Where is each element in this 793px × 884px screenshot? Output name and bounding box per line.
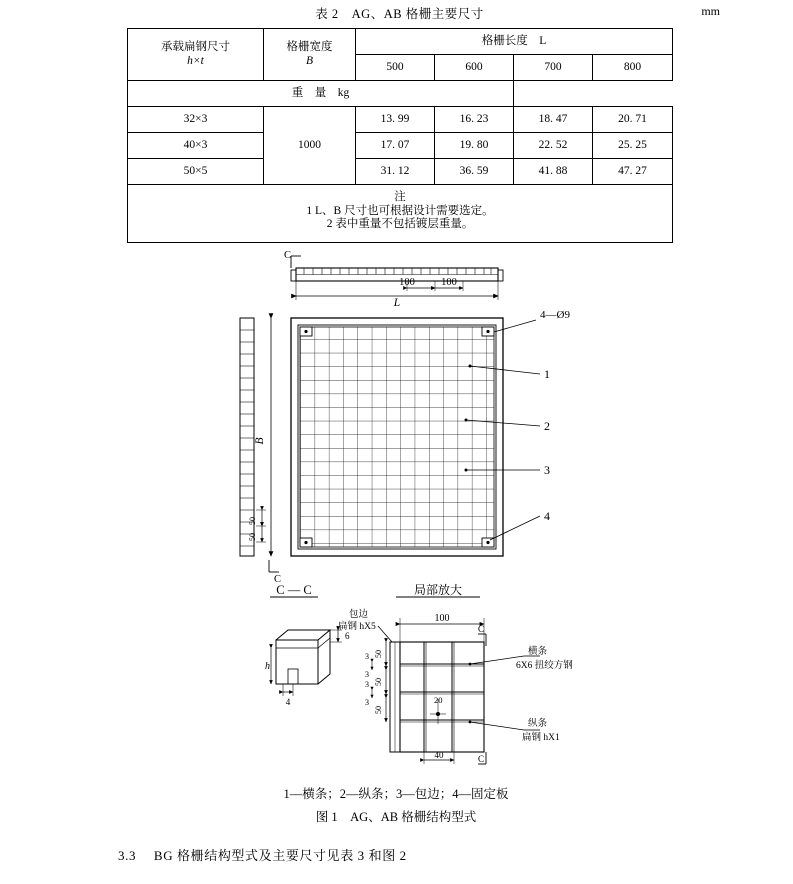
section-title: C — C	[276, 583, 312, 597]
dim-50-b: 50	[248, 533, 257, 541]
detail-title: 局部放大	[413, 583, 463, 597]
mark-c-top: C	[284, 250, 292, 261]
cell-r3-c4: 47. 27	[593, 159, 673, 185]
header-length-600: 600	[435, 55, 514, 81]
cell-r2-c1: 17. 07	[356, 133, 435, 159]
cell-r1-c1: 13. 99	[356, 107, 435, 133]
table-notes-row	[128, 185, 673, 243]
callout-holes: 4—Ø9	[540, 309, 570, 321]
table-row	[128, 159, 673, 185]
dim-100-left: 100	[399, 277, 415, 288]
table-notes	[128, 185, 673, 243]
callout-3: 3	[544, 463, 550, 477]
table-row	[128, 107, 673, 133]
cell-r3-c1: 31. 12	[356, 159, 435, 185]
detail-dim-40: 40	[434, 750, 444, 760]
callout-4: 4	[544, 509, 550, 523]
cell-width: 1000	[264, 107, 356, 185]
cell-r2-c3: 22. 52	[514, 133, 593, 159]
detail-dim-3-d: 3	[365, 698, 369, 707]
header-grating-width-sub: B	[305, 54, 314, 67]
cell-size-2: 40×3	[128, 133, 264, 159]
cell-r1-c4: 20. 71	[593, 107, 673, 133]
figure-1	[0, 244, 793, 834]
figure-legend: 1—横条；2—纵条；3—包边；4—固定板	[283, 787, 509, 801]
cell-r1-c2: 16. 23	[435, 107, 514, 133]
table-unit: mm	[701, 4, 720, 18]
table-row	[128, 29, 673, 55]
header-length-800: 800	[593, 55, 673, 81]
section-text: BG 格栅结构型式及主要尺寸见表 3 和图 2	[153, 848, 407, 863]
detail-mark-c-bottom: C	[478, 754, 485, 764]
detail-dim-50-a: 50	[374, 650, 383, 658]
mark-c-bottom: C	[274, 574, 282, 585]
callout-hengtiao-2: 6X6 扭绞方钢	[516, 661, 573, 671]
detail-dim-50-b: 50	[374, 678, 383, 686]
table-row	[128, 133, 673, 159]
cell-r2-c4: 25. 25	[593, 133, 673, 159]
table-caption-text: 表 2 AG、AB 格栅主要尺寸	[315, 7, 484, 21]
dim-L: L	[393, 297, 401, 309]
detail-dim-50-c: 50	[374, 706, 383, 714]
cell-r3-c3: 41. 88	[514, 159, 593, 185]
callout-zongtiao-2: 扁钢 hX1	[522, 733, 560, 743]
header-grating-length-group: 格栅长度 L	[356, 29, 673, 55]
section-dim-6: 6	[345, 631, 350, 641]
detail-dim-3-b: 3	[365, 670, 369, 679]
dim-B: B	[254, 437, 266, 445]
table-row	[128, 81, 673, 107]
label-baobian-2: 扁钢 hX5	[338, 622, 376, 632]
table-caption	[127, 4, 720, 22]
detail-dim-3-a: 3	[365, 652, 369, 661]
note-1: 1 L、B 尺寸也可根据设计需要选定。	[306, 205, 494, 218]
callout-1: 1	[544, 367, 550, 381]
section-3-3-paragraph	[118, 845, 407, 864]
table-2-block	[127, 4, 720, 243]
header-grating-width	[264, 29, 356, 81]
dim-50-a: 50	[248, 517, 257, 525]
figure-caption: 图 1 AG、AB 格栅结构型式	[315, 810, 477, 824]
spec-table	[127, 28, 673, 243]
header-flatbar-size-text: 承载扁钢尺寸	[161, 41, 230, 54]
section-dim-4: 4	[285, 697, 291, 707]
detail-dim-20: 20	[434, 695, 443, 705]
note-2: 2 表中重量不包括镀层重量。	[326, 218, 474, 231]
label-baobian: 包边	[349, 610, 369, 620]
section-label-h: h	[265, 661, 270, 672]
header-grating-width-text: 格栅宽度	[286, 41, 333, 54]
header-flatbar-size	[128, 29, 264, 81]
cell-r2-c2: 19. 80	[435, 133, 514, 159]
callout-hengtiao: 横条	[528, 647, 548, 657]
detail-dim-3-c: 3	[365, 680, 369, 689]
callout-zongtiao: 纵条	[528, 719, 548, 729]
header-length-700: 700	[514, 55, 593, 81]
cell-r3-c2: 36. 59	[435, 159, 514, 185]
header-length-500: 500	[356, 55, 435, 81]
cell-r1-c3: 18. 47	[514, 107, 593, 133]
detail-dim-100: 100	[434, 613, 450, 624]
notes-title: 注	[394, 191, 406, 203]
cell-size-3: 50×5	[128, 159, 264, 185]
header-weight-row: 重 量 kg	[128, 81, 514, 107]
header-flatbar-size-sub: h×t	[187, 54, 204, 67]
dim-100-right: 100	[441, 277, 457, 288]
callout-2: 2	[544, 419, 550, 433]
detail-mark-c-top: C	[478, 624, 485, 634]
section-number: 3.3	[118, 848, 137, 863]
cell-size-1: 32×3	[128, 107, 264, 133]
figure-1-drawing	[0, 244, 793, 834]
